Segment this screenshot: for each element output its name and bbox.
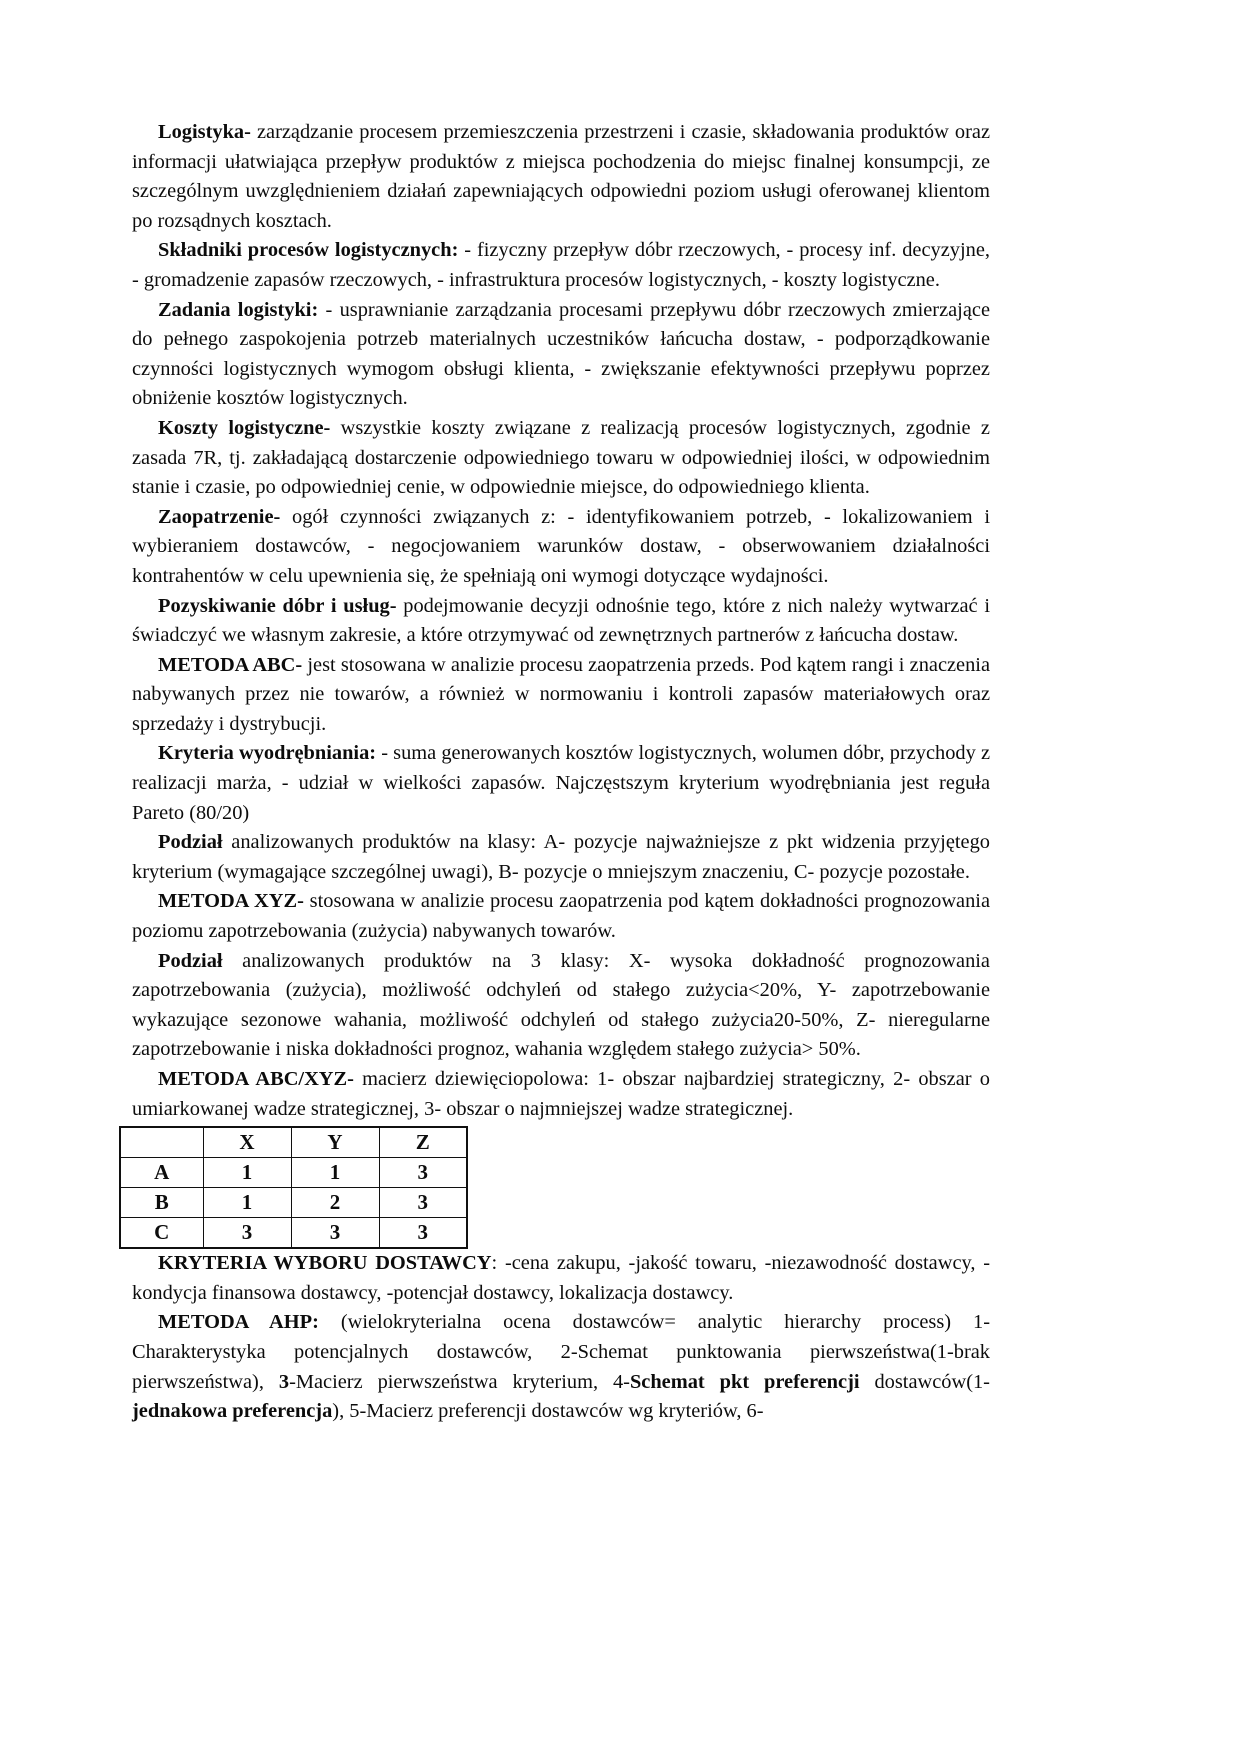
abc-xyz-matrix-table xyxy=(119,1126,468,1249)
paragraph-text: podejmowanie decyzji odnośnie tego, które z nich należy wytwarzać i świadczyć we własnym zakresie, a które otrzymywać od zewnętrznych partnerów z łańcucha dostaw. xyxy=(132,594,990,647)
paragraph-metoda-abc-xyz xyxy=(132,1065,990,1124)
table-column-header-z: Z xyxy=(379,1127,467,1158)
paragraph-lead: METODA ABC/XYZ- xyxy=(158,1068,354,1090)
paragraph-text: zarządzanie procesem przemieszczenia przestrzeni i czasie, składowania produktów oraz informacji ułatwiająca przepływ produktów z miejsca pochodzenia do miejsc finalnej konsumpcji, ze szczególnym uwzględnieniem działań zapewniających odpowiedni poziom usługi oferowanej klientom po rozsądnych kosztach. xyxy=(132,121,990,232)
table-header-row xyxy=(120,1127,467,1158)
paragraph-text: analizowanych produktów na 3 klasy: X- wysoka dokładność prognozowania zapotrzebowania (zużycia), możliwość odchyleń od stałego zużycia<20%, Y- zapotrzebowanie wykazujące sezonowe wahania, możliwość odchyleń od stałego zużycia20-50%, Z- nieregularne zapotrzebowanie i niska dokładności prognoz, wahania względem stałego zużycia> 50%. xyxy=(132,949,990,1061)
paragraph-podzial-abc xyxy=(132,828,990,887)
table-cell-c-z: 3 xyxy=(379,1218,467,1249)
paragraph-text: macierz dziewięciopolowa: 1- obszar najbardziej strategiczny, 2- obszar o umiarkowanej wadze strategicznej, 3- obszar o najmniejszej wadze strategicznej. xyxy=(132,1068,991,1120)
paragraph-text: - suma generowanych kosztów logistycznych, wolumen dóbr, przychody z realizacji marża, - udział w wielkości zapasów. Najczęstszym kryterium wyodrębniania jest reguła Pareto (80/20) xyxy=(132,742,991,824)
paragraph-lead: METODA XYZ- xyxy=(158,890,304,913)
paragraph-metoda-abc xyxy=(132,651,990,740)
table-row-label-a: A xyxy=(120,1158,203,1188)
paragraph-kryteria-wyboru-dostawcy xyxy=(132,1249,990,1308)
paragraph-text: - fizyczny przepływ dóbr rzeczowych, - procesy inf. decyzyjne, - gromadzenie zapasów rzeczowych, - infrastruktura procesów logistycznych, - koszty logistyczne. xyxy=(132,239,990,291)
ahp-text-part-4: ), 5-Macierz preferencji dostawców wg kryteriów, 6- xyxy=(332,1400,764,1423)
table-cell-a-x: 1 xyxy=(203,1158,291,1188)
paragraph-text: : -cena zakupu, -jakość towaru, -niezawodność dostawcy, - kondycja finansowa dostawcy, -potencjał dostawcy, lokalizacja dostawcy. xyxy=(132,1252,991,1304)
table-column-header-x: X xyxy=(203,1127,291,1158)
ahp-text-part-2: -Macierz pierwszeństwa kryterium, 4- xyxy=(289,1370,630,1393)
table-row xyxy=(120,1218,467,1249)
paragraph-text: analizowanych produktów na klasy: A- pozycje najważniejsze z pkt widzenia przyjętego kryterium (wymagające szczególnej uwagi), B- pozycje o mniejszym znaczeniu, C- pozycje pozostałe. xyxy=(132,831,990,883)
ahp-bold-step-3: 3 xyxy=(278,1370,290,1393)
paragraph-lead: Podział xyxy=(158,949,223,972)
paragraph-lead: Kryteria wyodrębniania: xyxy=(158,742,377,765)
table-row-label-b: B xyxy=(120,1188,203,1218)
paragraph-zaopatrzenie xyxy=(132,503,990,592)
paragraph-lead: Składniki procesów logistycznych: xyxy=(158,239,459,262)
paragraph-text: - usprawnianie zarządzania procesami przepływu dóbr rzeczowych zmierzające do pełnego zaspokojenia potrzeb materialnych uczestników łańcucha dostaw, - podporządkowanie czynności logistycznych wymogom obsługi klienta, - zwiększanie efektywności przepływu poprzez obniżenie kosztów logistycznych. xyxy=(132,298,990,410)
paragraph-lead: METODA AHP: xyxy=(158,1311,319,1334)
paragraph-lead: METODA ABC- xyxy=(158,653,303,676)
table-column-header-y: Y xyxy=(291,1127,379,1158)
ahp-bold-schemat-pkt-preferencji: Schemat pkt preferencji xyxy=(629,1370,860,1393)
paragraph-zadania-logistyki xyxy=(132,296,990,414)
paragraph-metoda-ahp xyxy=(132,1308,990,1426)
document-body xyxy=(132,118,990,1427)
abc-xyz-matrix-wrapper xyxy=(119,1126,990,1249)
table-row xyxy=(120,1188,467,1218)
paragraph-lead: Pozyskiwanie dóbr i usług- xyxy=(158,594,397,617)
paragraph-lead: Zadania logistyki: xyxy=(158,298,319,321)
paragraph-lead: Podział xyxy=(158,831,223,854)
paragraph-lead: Koszty logistyczne- xyxy=(158,416,331,439)
paragraph-pozyskiwanie-dobr-i-uslug xyxy=(132,592,990,651)
table-cell-b-y: 2 xyxy=(291,1188,379,1218)
table-cell-a-y: 1 xyxy=(291,1158,379,1188)
table-corner-cell xyxy=(120,1127,203,1158)
paragraph-text: ogół czynności związanych z: - identyfikowaniem potrzeb, - lokalizowaniem i wybieraniem dostawców, - negocjowaniem warunków dostaw, - obserwowaniem działalności kontrahentów w celu upewnienia się, że spełniają oni wymogi dotyczące wydajności. xyxy=(132,505,990,587)
table-row xyxy=(120,1158,467,1188)
table-cell-c-x: 3 xyxy=(203,1218,291,1249)
paragraph-lead: Zaopatrzenie- xyxy=(158,505,281,528)
ahp-text-part-1: (wielokryterialna ocena dostawców= analytic hierarchy process) 1- Charakterystyka potencjalnych dostawców, 2-Schemat punktowania pierwszeństwa(1-brak pierwszeństwa), xyxy=(132,1311,990,1393)
ahp-text-part-3: dostawców(1- xyxy=(859,1370,990,1393)
paragraph-kryteria-wyodrebniania xyxy=(132,739,990,828)
paragraph-koszty-logistyczne xyxy=(132,414,990,503)
paragraph-text: wszystkie koszty związane z realizacją procesów logistycznych, zgodnie z zasada 7R, tj. zakładającą dostarczenie odpowiedniego towaru w odpowiedniej ilości, w odpowiednim stanie i czasie, po odpowiedniej cenie, w odpowiednie miejsce, do odpowiedniego klienta. xyxy=(132,416,990,499)
paragraph-lead: KRYTERIA WYBORU DOSTAWCY xyxy=(158,1252,492,1275)
paragraph-lead: Logistyka- xyxy=(158,121,251,143)
table-cell-c-y: 3 xyxy=(291,1218,379,1249)
table-cell-b-x: 1 xyxy=(203,1188,291,1218)
table-row-label-c: C xyxy=(120,1218,203,1249)
paragraph-podzial-xyz xyxy=(132,947,990,1065)
table-cell-a-z: 3 xyxy=(379,1158,467,1188)
paragraph-metoda-xyz xyxy=(132,887,990,946)
paragraph-text: stosowana w analizie procesu zaopatrzenia pod kątem dokładności prognozowania poziomu zapotrzebowania (zużycia) nabywanych towarów. xyxy=(132,890,991,943)
paragraph-logistyka xyxy=(132,118,990,236)
table-cell-b-z: 3 xyxy=(379,1188,467,1218)
paragraph-text: jest stosowana w analizie procesu zaopatrzenia przeds. Pod kątem rangi i znaczenia nabywanych przez nie towarów, a również w normowaniu i kontroli zapasów materiałowych oraz sprzedaży i dystrybucji. xyxy=(132,653,990,735)
ahp-bold-jednakowa-preferencja: jednakowa preferencja xyxy=(132,1400,333,1423)
paragraph-skladniki-procesow-logistycznych xyxy=(132,236,990,295)
